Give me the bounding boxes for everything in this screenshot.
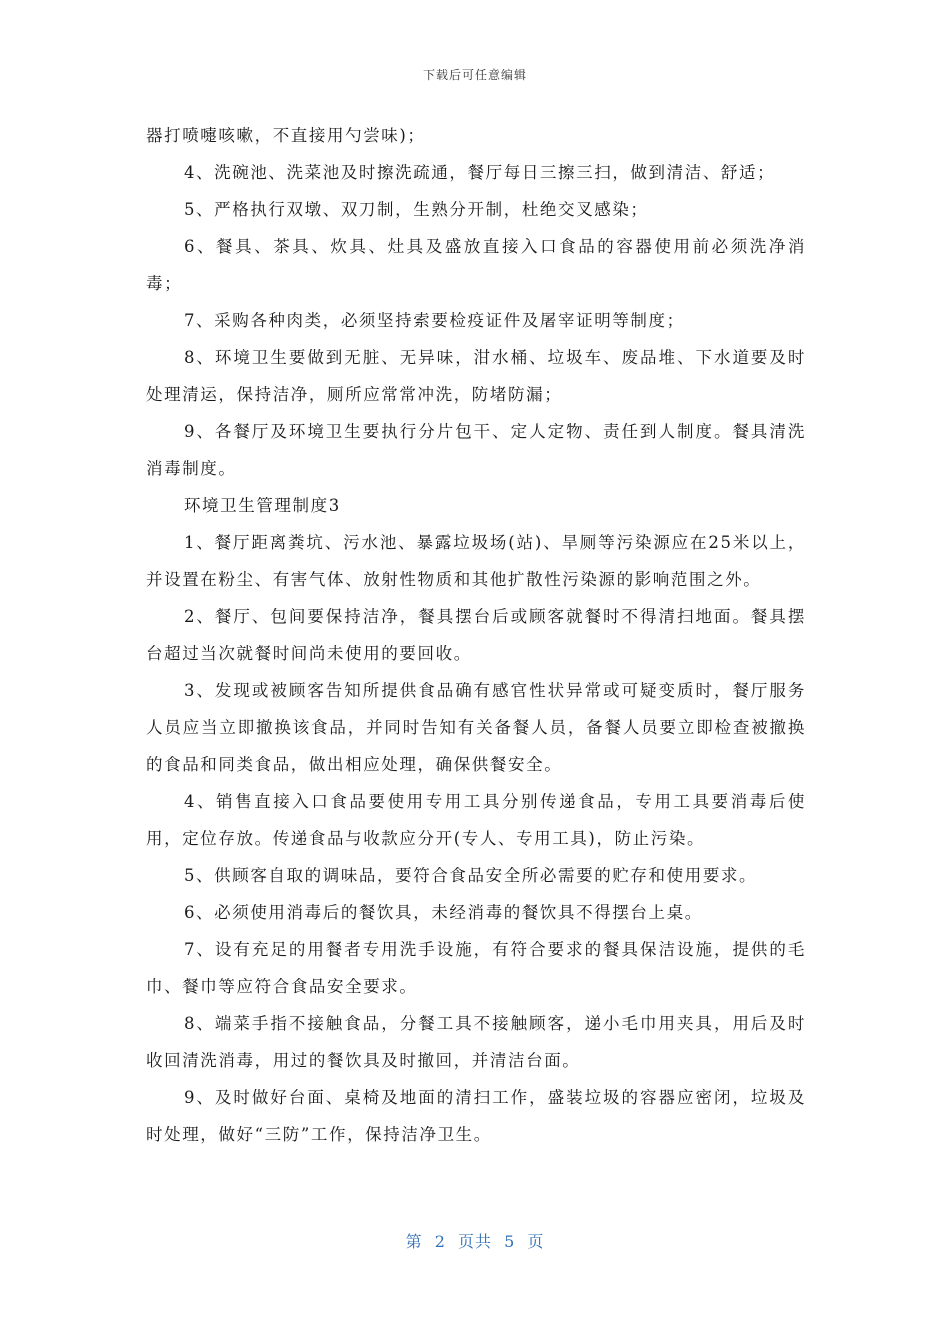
total-pages-number: 5 [504,1232,516,1251]
paragraph: 7、设有充足的用餐者专用洗手设施，有符合要求的餐具保洁设施，提供的毛巾、餐巾等应符合食品安全要求。 [146,940,806,996]
paragraph: 5、供顾客自取的调味品，要符合食品安全所必需要的贮存和使用要求。 [183,866,758,885]
paragraph: 6、必须使用消毒后的餐饮具，未经消毒的餐饮具不得摆台上桌。 [183,903,703,922]
footer-prefix: 第 [405,1232,423,1251]
paragraph: 3、发现或被顾客告知所提供食品确有感官性状异常或可疑变质时，餐厅服务人员应当立即撤换该食品，并同时告知有关备餐人员，备餐人员要立即检查被撤换的食品和同类食品，做出相应处理，确保供餐安全。 [146,681,806,774]
paragraph: 5、严格执行双墩、双刀制，生熟分开制，杜绝交叉感染； [183,200,649,219]
paragraph: 器打喷嚏咳嗽，不直接用勺尝味)； [146,126,426,145]
paragraph: 9、及时做好台面、桌椅及地面的清扫工作，盛装垃圾的容器应密闭，垃圾及时处理，做好“三防”工作，保持洁净卫生。 [146,1088,806,1144]
section-heading: 环境卫生管理制度3 [183,496,341,515]
document-body [146,117,806,1153]
paragraph: 4、销售直接入口食品要使用专用工具分别传递食品，专用工具要消毒后使用，定位存放。传递食品与收款应分开(专人、专用工具)，防止污染。 [146,792,806,848]
paragraph: 8、端菜手指不接触食品，分餐工具不接触顾客，递小毛巾用夹具，用后及时收回清洗消毒，用过的餐饮具及时撤回，并清洁台面。 [146,1014,806,1070]
page-footer [0,1229,950,1252]
paragraph: 7、采购各种肉类，必须坚持索要检疫证件及屠宰证明等制度； [183,311,685,330]
paragraph: 6、餐具、茶具、炊具、灶具及盛放直接入口食品的容器使用前必须洗净消毒； [146,237,806,293]
footer-middle: 页共 [457,1232,492,1251]
paragraph: 9、各餐厅及环境卫生要执行分片包干、定人定物、责任到人制度。餐具清洗消毒制度。 [146,422,806,478]
footer-suffix: 页 [527,1232,545,1251]
paragraph: 4、洗碗池、洗菜池及时擦洗疏通，餐厅每日三擦三扫，做到清洁、舒适； [183,163,776,182]
page-header: 下载后可任意编辑 [422,68,527,82]
paragraph: 2、餐厅、包间要保持洁净，餐具摆台后或顾客就餐时不得清扫地面。餐具摆台超过当次就餐时间尚未使用的要回收。 [146,607,806,663]
paragraph: 1、餐厅距离粪坑、污水池、暴露垃圾场(站)、旱厕等污染源应在25米以上，并设置在粉尘、有害气体、放射性物质和其他扩散性污染源的影响范围之外。 [146,533,806,589]
paragraph: 8、环境卫生要做到无脏、无异味，泔水桶、垃圾车、废品堆、下水道要及时处理清运，保持洁净，厕所应常常冲洗，防堵防漏； [146,348,806,404]
current-page-number: 2 [434,1232,446,1251]
